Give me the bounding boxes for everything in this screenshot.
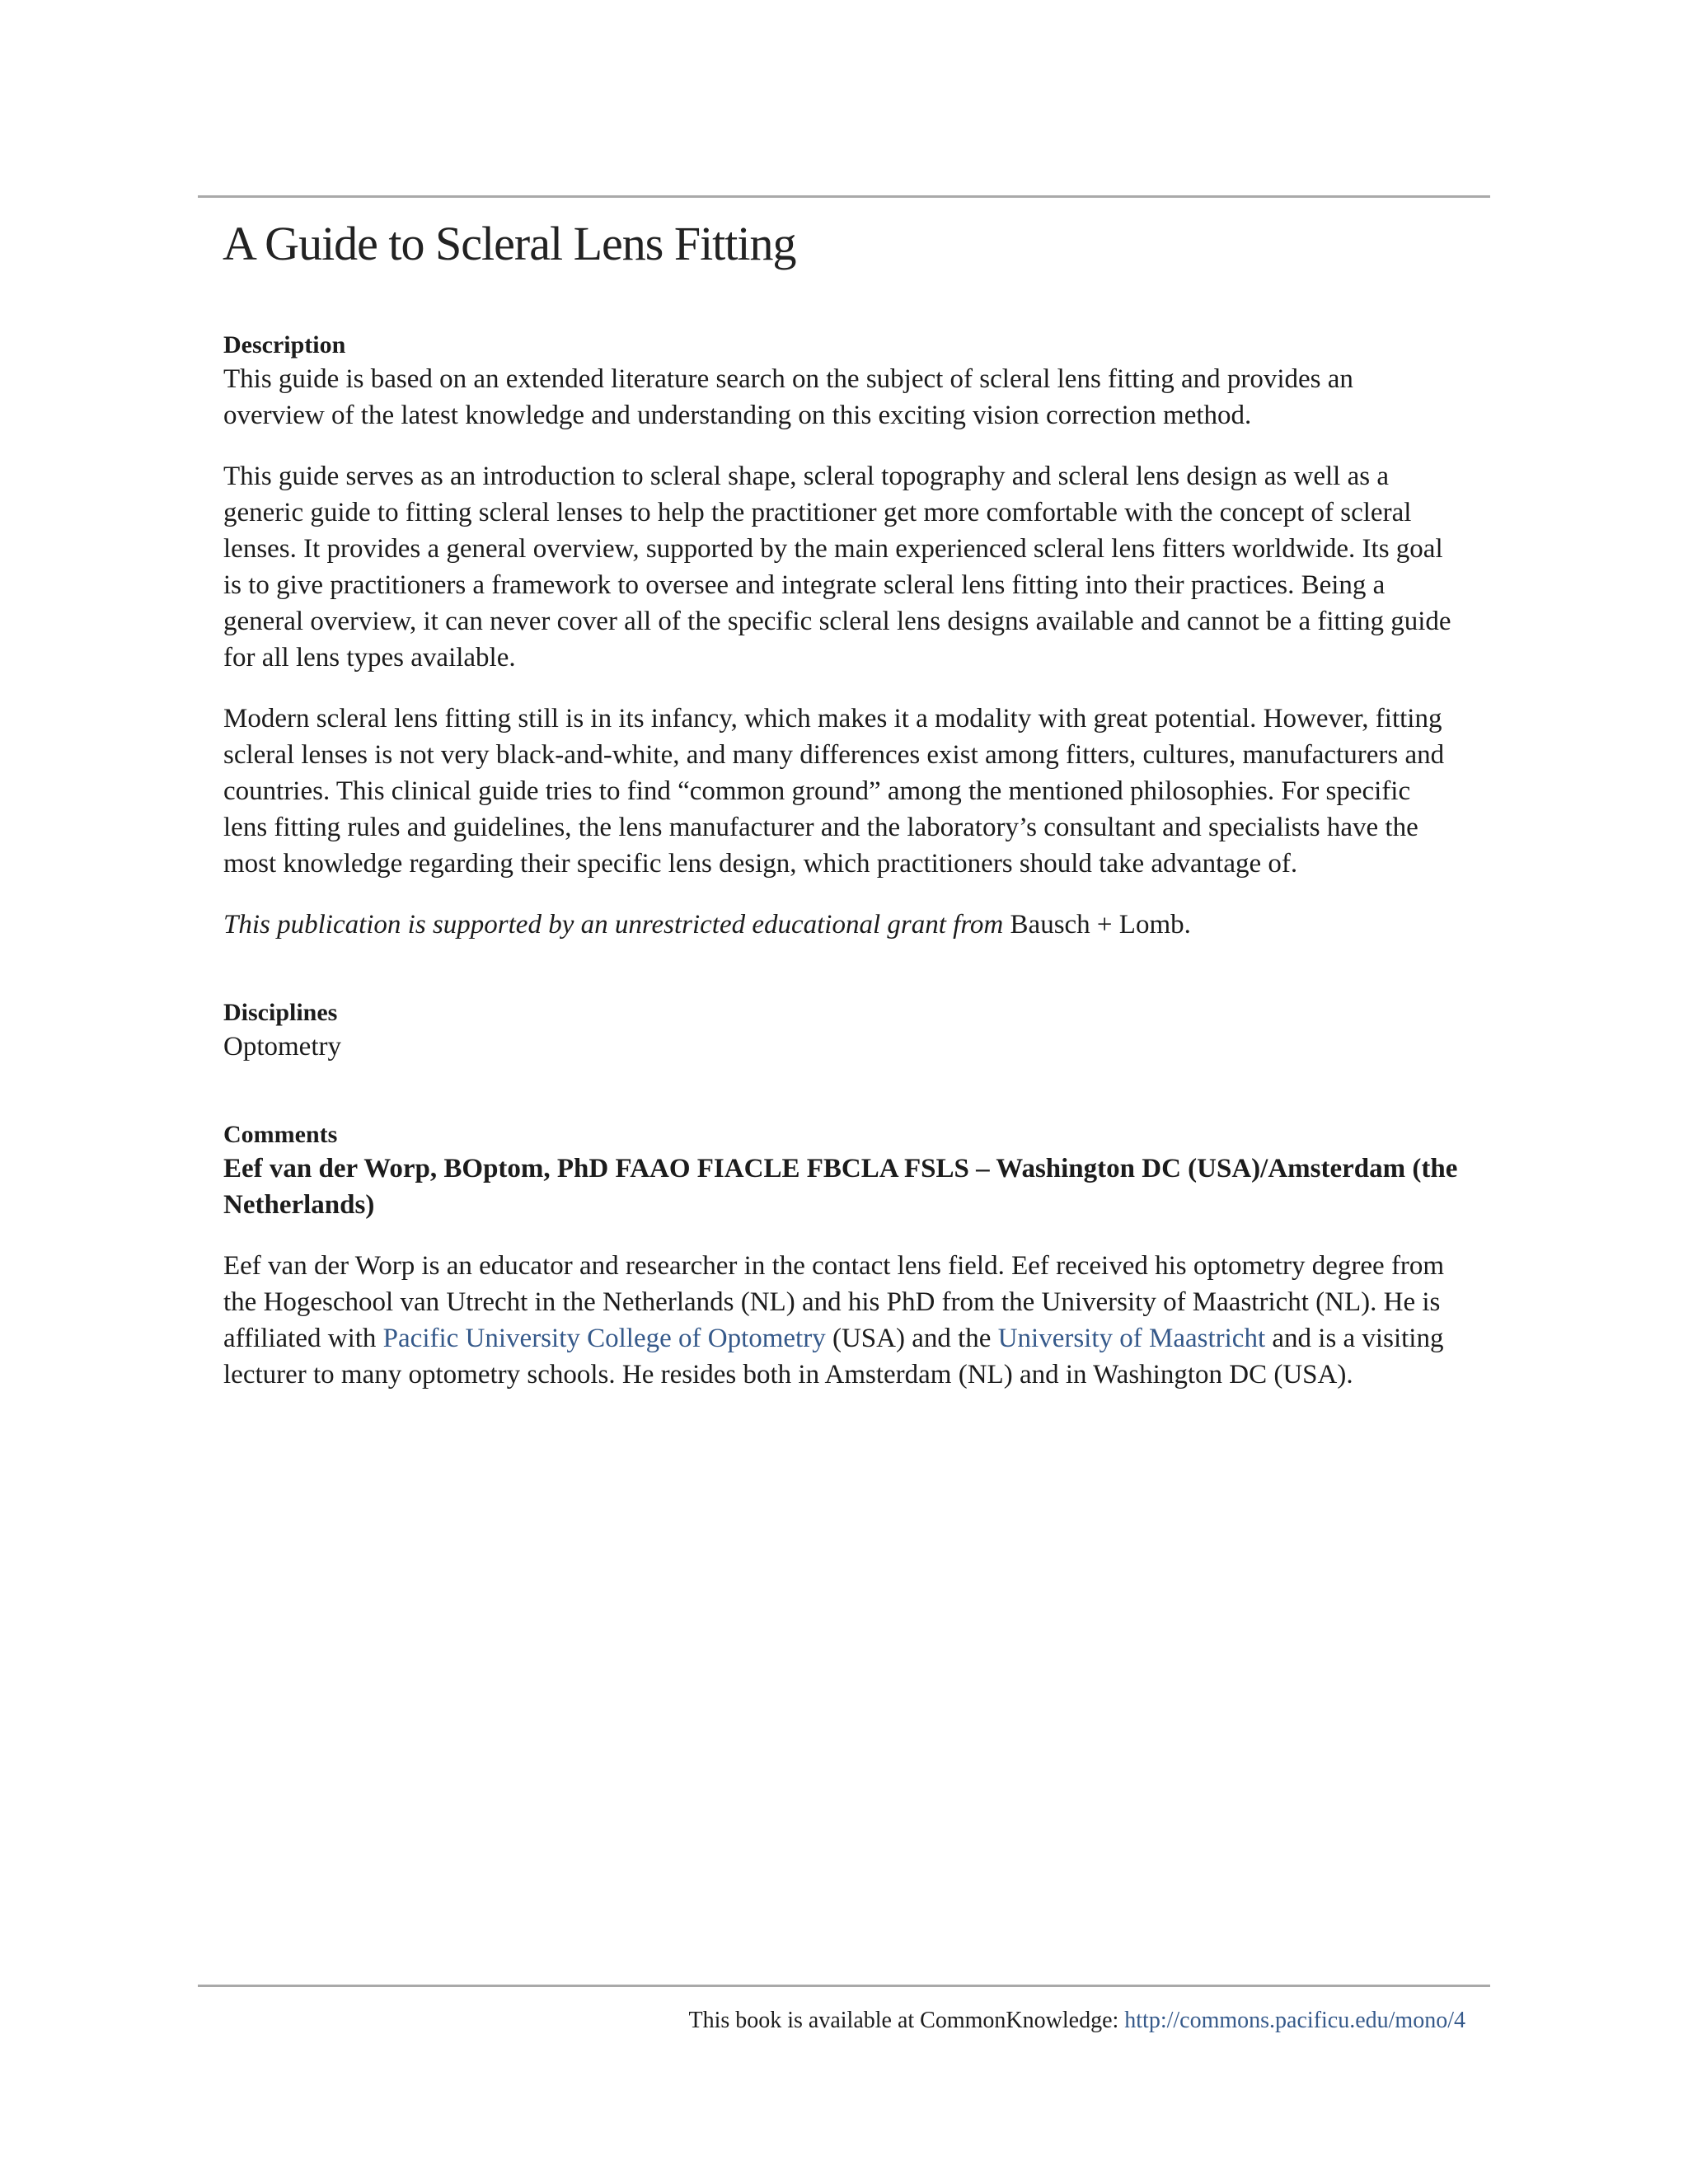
description-label: Description — [223, 331, 346, 359]
footer — [688, 2008, 1465, 2034]
grant-statement — [223, 907, 1460, 943]
maastricht-university-link[interactable]: University of Maastricht — [997, 1324, 1266, 1353]
author-line: Eef van der Worp, BOptom, PhD FAAO FIACLE FBCLA FSLS – Washington DC (USA)/Amsterdam (the Netherlands) — [223, 1154, 1458, 1220]
disciplines-value: Optometry — [223, 1032, 341, 1062]
pacific-university-link[interactable]: Pacific University College of Optometry — [382, 1324, 826, 1353]
author-bio — [223, 1248, 1460, 1393]
bottom-divider — [198, 1985, 1490, 1987]
disciplines-label: Disciplines — [223, 999, 338, 1026]
bio-text-1: Eef van der Worp is an educator and researcher in the contact lens field. Eef received his optometry degree from the Hogeschool van Utrecht in the Netherlands (NL) and his PhD from the University of Maastricht (NL). He is affiliated with — [223, 1251, 1445, 1353]
description-paragraph-1: This guide is based on an extended literature search on the subject of scleral lens fitting and provides an overview of the latest knowledge and understanding on this exciting vision correction method. — [223, 364, 1353, 430]
description-paragraph-3: Modern scleral lens fitting still is in its infancy, which makes it a modality with great potential. However, fitting scleral lenses is not very black-and-white, and many differences exist among fitters, cultures, manufacturers and countries. This clinical guide tries to find “common ground” among the mentioned philosophies. For specific lens fitting rules and guidelines, the lens manufacturer and the laboratory’s consultant and specialists have the most knowledge regarding their specific lens design, which practitioners should take advantage of. — [223, 704, 1445, 879]
bio-text-2: (USA) and the — [825, 1324, 998, 1353]
comments-label: Comments — [223, 1121, 338, 1148]
document-title: A Guide to Scleral Lens Fitting — [223, 217, 796, 270]
grant-sponsor: Bausch + Lomb. — [1003, 910, 1191, 940]
section-spacer — [223, 968, 1460, 997]
grant-statement-italic: This publication is supported by an unrestricted educational grant from — [223, 910, 1004, 940]
description-paragraph-2: This guide serves as an introduction to scleral shape, scleral topography and scleral lens design as well as a generic guide to fitting scleral lenses to help the practitioner get more comfortable with the concept of scleral lenses. It provides a general overview, supported by the main experienced scleral lens fitters worldwide. Its goal is to give practitioners a framework to oversee and integrate scleral lens fitting into their practices. Being a general overview, it can never cover all of the specific scleral lens designs available and cannot be a fitting guide for all lens types available. — [223, 462, 1451, 673]
bio-text-3: and is a visiting lecturer to many optometry schools. He resides both in Amsterdam (NL) and in Washington DC (USA). — [223, 1324, 1444, 1390]
document-body — [223, 330, 1460, 1418]
footer-text: This book is available at CommonKnowledge: — [688, 2008, 1125, 2033]
comments-section — [223, 1119, 1460, 1393]
top-divider — [198, 195, 1490, 198]
disciplines-section — [223, 997, 1460, 1065]
description-section — [223, 330, 1460, 943]
section-spacer — [223, 1090, 1460, 1119]
commonknowledge-link[interactable]: http://commons.pacificu.edu/mono/4 — [1124, 2008, 1465, 2033]
